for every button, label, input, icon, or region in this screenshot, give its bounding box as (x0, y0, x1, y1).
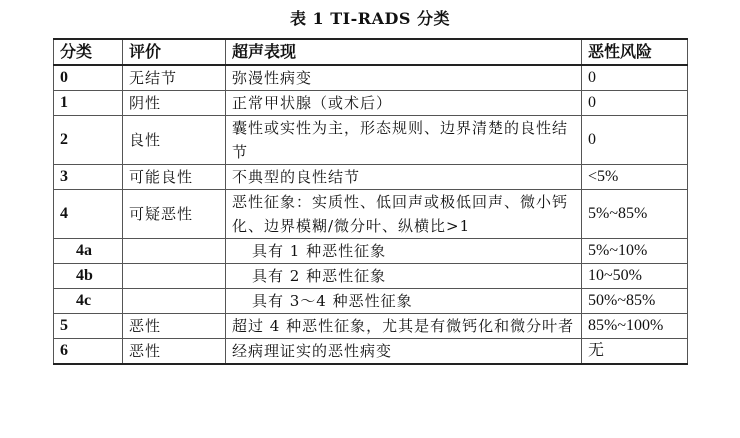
risk-cell: 50%~85% (582, 289, 688, 314)
us-cell: 恶性征象：实质性、低回声或极低回声、微小钙化、边界模糊/微分叶、纵横比>1 (226, 190, 582, 239)
risk-cell: 10~50% (582, 264, 688, 289)
table-row (54, 339, 688, 365)
class-cell: 6 (54, 339, 123, 365)
class-cell: 4 (54, 190, 123, 239)
us-cell: 超过 4 种恶性征象，尤其是有微钙化和微分叶者 (226, 314, 582, 339)
risk-cell: 85%~100% (582, 314, 688, 339)
eval-cell: 可能良性 (123, 165, 226, 190)
eval-cell (123, 239, 226, 264)
header-eval: 评价 (123, 39, 226, 65)
class-cell: 1 (54, 91, 123, 116)
class-cell: 5 (54, 314, 123, 339)
table-row (54, 116, 688, 165)
header-class: 分类 (54, 39, 123, 65)
table-row (54, 314, 688, 339)
eval-cell (123, 264, 226, 289)
table-row (54, 289, 688, 314)
us-cell: 经病理证实的恶性病变 (226, 339, 582, 365)
table-row (54, 239, 688, 264)
eval-cell: 良性 (123, 116, 226, 165)
risk-cell: 0 (582, 65, 688, 91)
tirads-table (53, 38, 688, 365)
eval-cell: 无结节 (123, 65, 226, 91)
table-row (54, 190, 688, 239)
us-cell: 不典型的良性结节 (226, 165, 582, 190)
us-cell: 囊性或实性为主，形态规则、边界清楚的良性结节 (226, 116, 582, 165)
eval-cell: 恶性 (123, 339, 226, 365)
class-cell: 2 (54, 116, 123, 165)
us-cell: 具有 2 种恶性征象 (226, 264, 582, 289)
class-cell: 4a (54, 239, 123, 264)
table-caption: 表 1 TI-RADS 分类 (289, 9, 451, 28)
table-row (54, 264, 688, 289)
table-row (54, 65, 688, 91)
header-risk: 恶性风险 (582, 39, 688, 65)
risk-cell: 0 (582, 116, 688, 165)
eval-cell: 恶性 (123, 314, 226, 339)
eval-cell: 阴性 (123, 91, 226, 116)
risk-cell: 5%~10% (582, 239, 688, 264)
table-header-row (54, 39, 688, 65)
risk-cell: 5%~85% (582, 190, 688, 239)
eval-cell (123, 289, 226, 314)
class-cell: 4c (54, 289, 123, 314)
risk-cell: <5% (582, 165, 688, 190)
table-row (54, 91, 688, 116)
us-cell: 弥漫性病变 (226, 65, 582, 91)
class-cell: 4b (54, 264, 123, 289)
us-cell: 具有 3～4 种恶性征象 (226, 289, 582, 314)
class-cell: 0 (54, 65, 123, 91)
risk-cell: 0 (582, 91, 688, 116)
header-us: 超声表现 (226, 39, 582, 65)
us-cell: 具有 1 种恶性征象 (226, 239, 582, 264)
eval-cell: 可疑恶性 (123, 190, 226, 239)
us-cell: 正常甲状腺（或术后） (226, 91, 582, 116)
class-cell: 3 (54, 165, 123, 190)
table-row (54, 165, 688, 190)
risk-cell: 无 (582, 339, 688, 365)
